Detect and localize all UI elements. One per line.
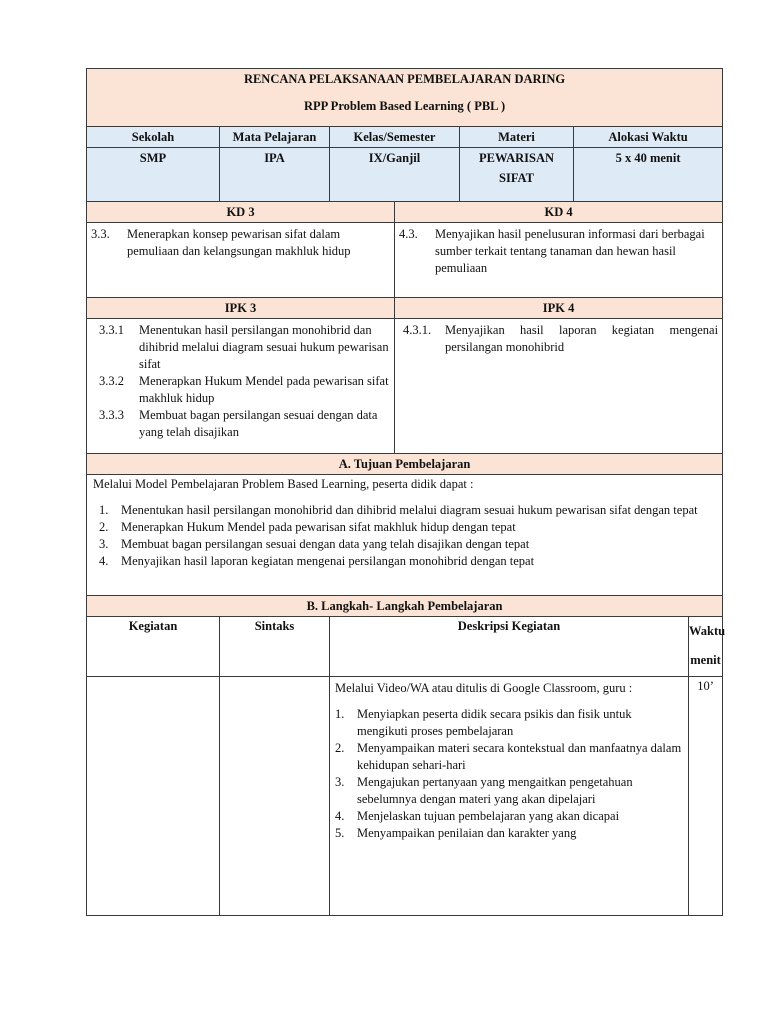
- title-cell: [87, 69, 723, 127]
- ipk3-item: [91, 373, 390, 407]
- deskripsi-item-number: 5.: [335, 826, 345, 840]
- info-header-alokasi: Alokasi Waktu: [574, 127, 723, 148]
- document-subtitle: RPP Problem Based Learning ( PBL ): [303, 99, 506, 113]
- row1-deskripsi: [330, 677, 689, 916]
- info-header-sekolah: Sekolah: [87, 127, 220, 148]
- ipk3-item-text: Membuat bagan persilangan sesuai dengan data yang telah disajikan: [139, 408, 378, 439]
- ipk4-item-number: 4.3.1.: [403, 323, 432, 337]
- deskripsi-item-number: 1.: [335, 707, 345, 721]
- ipk3-item: [91, 407, 390, 441]
- tujuan-item: [93, 502, 716, 519]
- ipk3-item-number: 3.3.1: [99, 323, 124, 337]
- deskripsi-item: [335, 808, 683, 825]
- deskripsi-item-text: Menyampaikan penilaian dan karakter yang: [357, 826, 577, 840]
- info-value-mapel: IPA: [220, 148, 330, 202]
- col-header-waktu: [689, 617, 726, 677]
- tujuan-content: [87, 475, 723, 596]
- info-value-materi: PEWARISAN SIFAT: [460, 148, 574, 202]
- info-header-materi: Materi: [460, 127, 574, 148]
- kd4-number: 4.3.: [399, 227, 418, 241]
- tujuan-item: [93, 536, 716, 553]
- document-title: RENCANA PELAKSANAAN PEMBELAJARAN DARING: [243, 72, 566, 86]
- row1-kegiatan: [87, 677, 220, 916]
- tujuan-item-text: Membuat bagan persilangan sesuai dengan data yang telah disajikan dengan tepat: [121, 537, 530, 551]
- tujuan-item-text: Menentukan hasil persilangan monohibrid dan dihibrid melalui diagram sesuai hukum pewarisan sifat dengan tepat: [121, 503, 698, 517]
- tujuan-item-text: Menyajikan hasil laporan kegiatan mengenai persilangan monohibrid dengan tepat: [121, 554, 535, 568]
- rpp-document: [86, 68, 726, 916]
- ipk3-header: IPK 3: [87, 298, 395, 319]
- waktu-unit: menit: [690, 653, 721, 667]
- deskripsi-item-text: Mengajukan pertanyaan yang mengaitkan pengetahuan sebelumnya dengan materi yang akan dipelajari: [357, 775, 633, 806]
- tujuan-item-number: 1.: [99, 503, 109, 517]
- ipk3-item-number: 3.3.2: [99, 374, 124, 388]
- kd4-content: [395, 223, 723, 298]
- deskripsi-item: [335, 774, 683, 808]
- tujuan-item-number: 4.: [99, 554, 109, 568]
- deskripsi-intro: Melalui Video/WA atau ditulis di Google Classroom, guru :: [335, 681, 633, 695]
- ipk4-header: IPK 4: [395, 298, 723, 319]
- ipk4-content: [395, 319, 723, 454]
- ipk3-item-text: Menerapkan Hukum Mendel pada pewarisan sifat makhluk hidup: [139, 374, 389, 405]
- kd3-header: KD 3: [87, 202, 395, 223]
- ipk4-item: [399, 322, 718, 356]
- deskripsi-item-number: 3.: [335, 775, 345, 789]
- row1-waktu: 10’: [689, 677, 723, 916]
- info-header-kelas: Kelas/Semester: [330, 127, 460, 148]
- tujuan-item: [93, 519, 716, 536]
- tujuan-item: [93, 553, 716, 570]
- col-header-deskripsi: Deskripsi Kegiatan: [330, 617, 689, 677]
- kd3-number: 3.3.: [91, 227, 110, 241]
- ipk3-item: [91, 322, 390, 373]
- deskripsi-item: [335, 740, 683, 774]
- ipk3-item-number: 3.3.3: [99, 408, 124, 422]
- deskripsi-item-text: Menyampaikan materi secara kontekstual dan manfaatnya dalam kehidupan sehari-hari: [357, 741, 682, 772]
- ipk3-content: [87, 319, 395, 454]
- deskripsi-item-text: Menyiapkan peserta didik secara psikis dan fisik untuk mengikuti proses pembelajaran: [357, 707, 632, 738]
- rpp-table: [86, 68, 726, 916]
- col-header-sintaks: Sintaks: [220, 617, 330, 677]
- tujuan-item-text: Menerapkan Hukum Mendel pada pewarisan sifat makhluk hidup dengan tepat: [121, 520, 516, 534]
- deskripsi-item: [335, 706, 683, 740]
- tujuan-intro: Melalui Model Pembelajaran Problem Based Learning, peserta didik dapat :: [93, 477, 474, 491]
- ipk4-item-text: Menyajikan hasil laporan kegiatan mengenai persilangan monohibrid: [445, 323, 719, 354]
- ipk3-item-text: Menentukan hasil persilangan monohibrid dan dihibrid melalui diagram sesuai hukum pewarisan sifat: [139, 323, 389, 371]
- deskripsi-item-number: 4.: [335, 809, 345, 823]
- waktu-label: Waktu: [689, 624, 726, 638]
- info-value-sekolah: SMP: [87, 148, 220, 202]
- langkah-heading: B. Langkah- Langkah Pembelajaran: [87, 596, 723, 617]
- kd4-header: KD 4: [395, 202, 723, 223]
- deskripsi-item-number: 2.: [335, 741, 345, 755]
- kd4-text: Menyajikan hasil penelusuran informasi dari berbagai sumber terkait tentang tanaman dan hewan hasil pemuliaan: [435, 227, 705, 275]
- tujuan-item-number: 2.: [99, 520, 109, 534]
- info-value-alokasi: 5 x 40 menit: [574, 148, 723, 202]
- col-header-kegiatan: Kegiatan: [87, 617, 220, 677]
- kd3-content: [87, 223, 395, 298]
- deskripsi-item: [335, 825, 683, 842]
- tujuan-item-number: 3.: [99, 537, 109, 551]
- info-value-kelas: IX/Ganjil: [330, 148, 460, 202]
- tujuan-heading: A. Tujuan Pembelajaran: [87, 454, 723, 475]
- deskripsi-item-text: Menjelaskan tujuan pembelajaran yang akan dicapai: [357, 809, 620, 823]
- info-header-mapel: Mata Pelajaran: [220, 127, 330, 148]
- kd3-text: Menerapkan konsep pewarisan sifat dalam pemuliaan dan kelangsungan makhluk hidup: [127, 227, 351, 258]
- row1-sintaks: [220, 677, 330, 916]
